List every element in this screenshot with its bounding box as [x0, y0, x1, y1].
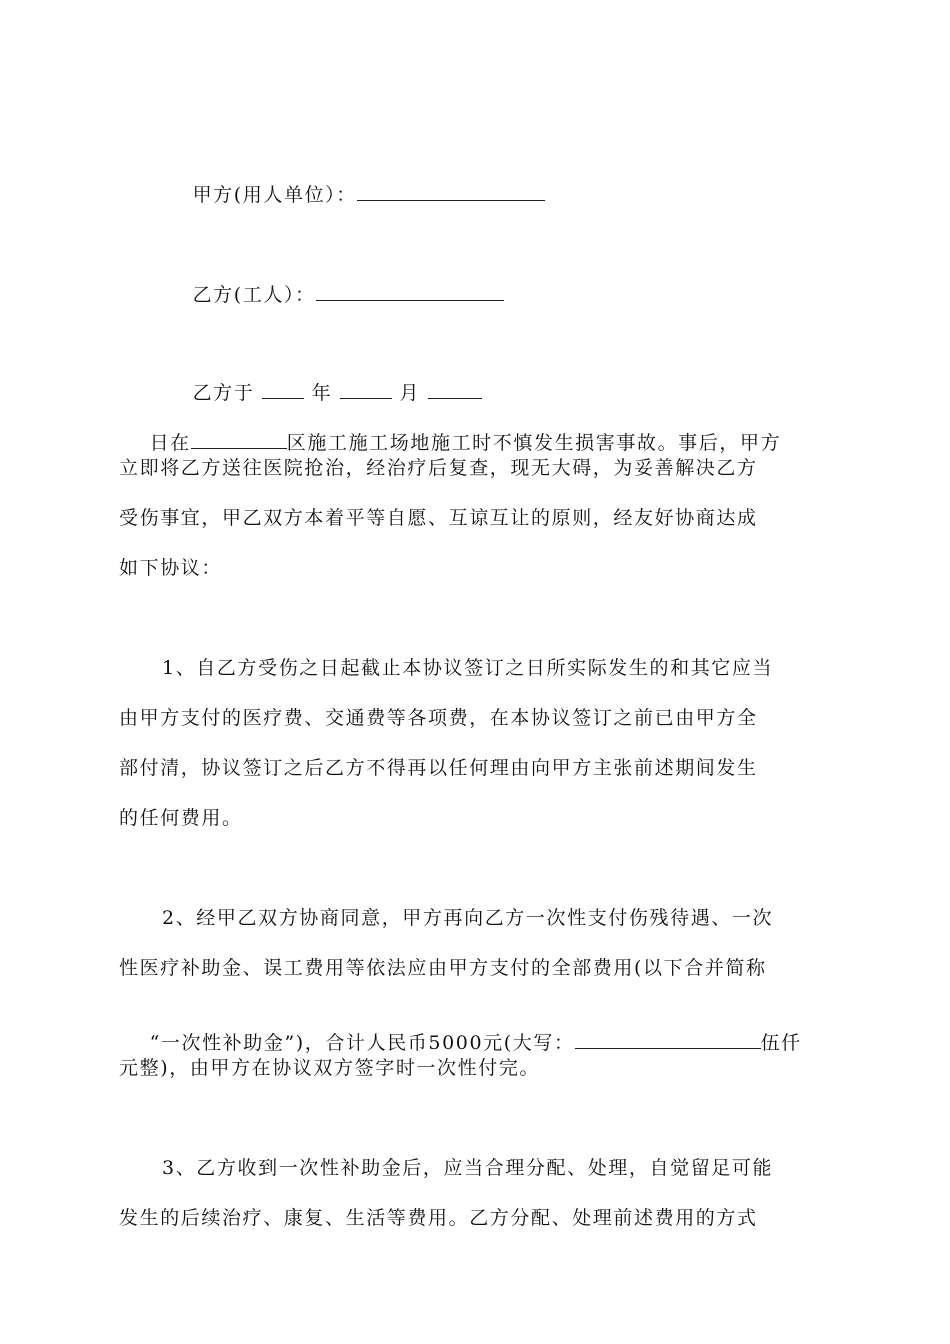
clause2-line-2: 性医疗补助金、误工费用等依法应由甲方支付的全部费用(以下合并简称 — [119, 957, 767, 979]
clause1-line-2: 由甲方支付的医疗费、交通费等各项费，在本协议签订之前已由甲方全 — [119, 707, 758, 729]
party-a-line — [162, 158, 882, 231]
district-blank[interactable] — [191, 430, 287, 449]
clause2-line-1: 2、经甲乙双方协商同意，甲方再向乙方一次性支付伤残待遇、一次 — [162, 907, 774, 929]
clause3-line-2: 发生的后续治疗、康复、生活等费用。乙方分配、处理前述费用的方式 — [119, 1207, 758, 1229]
clause2-amount-text: “一次性补助金”)，合计人民币5000元(大写： — [149, 1032, 575, 1054]
party-a-blank[interactable] — [357, 182, 545, 201]
year-label: 年 — [311, 382, 333, 404]
month-label: 月 — [399, 382, 421, 404]
intro-line-4: 受伤事宜，甲乙双方本着平等自愿、互谅互让的原则，经友好协商达成 — [119, 507, 758, 529]
intro-text-2: 区施工施工场地施工时不慎发生损害事故。事后，甲方 — [286, 432, 782, 454]
clause1-line-1: 1、自乙方受伤之日起截止本协议签订之日所实际发生的和其它应当 — [162, 657, 774, 679]
party-b-blank[interactable] — [316, 282, 504, 301]
day-label: 日在 — [149, 432, 191, 454]
clause1-line-3: 部付清，协议签订之后乙方不得再以任何理由向甲方主张前述期间发生 — [119, 757, 758, 779]
intro-line-5: 如下协议： — [119, 557, 223, 579]
clause3-line-1: 3、乙方收到一次性补助金后，应当合理分配、处理，自觉留足可能 — [162, 1157, 774, 1179]
amount-words-blank[interactable] — [575, 1030, 761, 1049]
clause2-line-4: 元整)，由甲方在协议双方签字时一次性付完。 — [119, 1057, 541, 1079]
amount-words-suffix: 伍仟 — [760, 1032, 802, 1054]
party-b-label: 乙方(工人）： — [192, 284, 316, 306]
day-blank[interactable] — [428, 380, 482, 399]
clause1-line-4: 的任何费用。 — [119, 807, 243, 829]
party-a-label: 甲方(用人单位）： — [192, 184, 357, 206]
party-b-line — [162, 258, 882, 331]
intro-line-3: 立即将乙方送往医院抢治，经治疗后复查，现无大碍，为妥善解决乙方 — [119, 457, 758, 479]
month-blank[interactable] — [340, 380, 392, 399]
year-blank[interactable] — [262, 380, 304, 399]
intro-prefix: 乙方于 — [192, 382, 255, 404]
